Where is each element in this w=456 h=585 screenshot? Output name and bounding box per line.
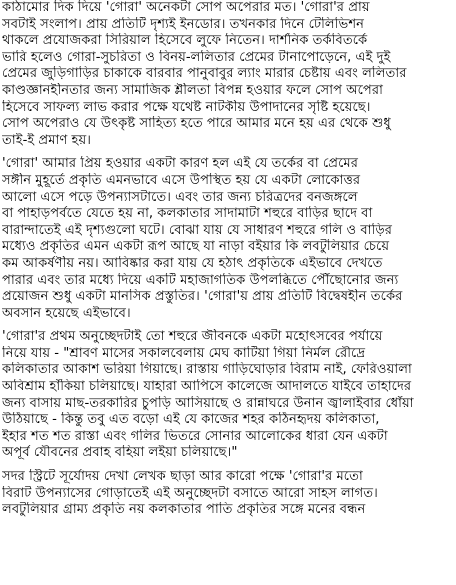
document-body <box>2 0 454 526</box>
text-line: প্রেমের জুড়িগাড়ির চাকাকে বারবার পানুবাবুর ল্যাং মারার চেষ্টায় এবং ললিতার <box>2 66 407 82</box>
text-line: সঙ্গীন মুহূর্তে প্রকৃতি এমনভাবে এসে উপস্থিত হয় যে একটা লোকোত্তর <box>2 172 361 188</box>
text-line: পারার এবং তার মধ্যে দিয়ে একটি মহাজাগতিক উপলব্ধিতে পৌঁছোনোর জন্য <box>2 272 399 288</box>
text-line: আলো এসে পড়ে উপন্যাসটাতে। এবং তার জন্য চরিত্রদের বনজঙ্গলে <box>2 189 358 205</box>
text-line: বা পাহাড়পর্বতে যেতে হয় না, কলকাতার সাদামাটা শহুরে বাড়ির ছাদে বা <box>2 206 373 222</box>
text-line: বিরাট উপন্যাসের গোড়াতেই এই অনুচ্ছেদটা বসাতে আরো সাহস লাগত। <box>2 485 378 501</box>
text-line: ইহার শত শত রাস্তা এবং গলির ভিতরে সোনার আলোকের ধারা যেন একটা <box>2 428 388 444</box>
text-line: কম আকর্ষণীয় নয়। আবিষ্কার করা যায় যে হঠাৎ প্রকৃতিকে এইভাবে দেখতে <box>2 255 383 271</box>
text-line: প্রয়োজন শুধু একটা মানসিক প্রস্তুতির। 'গোরা'য় প্রায় প্রতিটি বিদ্বেষহীন তর্কের <box>2 289 403 305</box>
text-line: সোপ অপেরাও যে উৎকৃষ্ট সাহিত্য হতে পারে আমার মনে হয় এর থেকে শুধু <box>2 116 391 132</box>
text-line: উঠিয়াছে - কিন্তু তবু এত বড়ো এই যে কাজের শহর কঠিনহৃদয় কলিকাতা, <box>2 412 380 428</box>
text-line: জন্য বাসায় মাছ-তরকারির চুপড়ি আসিয়াছে ও রান্নাঘরে উনান জ্বালাইবার ধোঁয়া <box>2 395 414 411</box>
text-line: নিয়ে যায় - "শ্রাবণ মাসের সকালবেলায় মেঘ কাটিয়া গিয়া নির্মল রৌদ্রে <box>2 345 366 361</box>
text-line: বারান্দাতেই এই দৃশ্যগুলো ঘটে। বোঝা যায় যে সাধারণ শহুরে গলি ও বাড়ির <box>2 222 393 238</box>
paragraph-first-passage <box>2 329 454 462</box>
text-line: কাণ্ডজ্ঞানহীনতার জন্য সামাজিক শ্লীলতা বিপন্ন হওয়ার ফলে সোপ অপেরা <box>2 82 383 98</box>
paragraph-soap-opera <box>2 0 454 149</box>
paragraph-sudder-street <box>2 469 454 519</box>
text-line: সবটাই সংলাপ। প্রায় প্রতিটি দৃশ্যই ইনডোর। তখনকার দিনে টেলিভিশন <box>2 16 365 32</box>
text-line: থাকলে প্রযোজকরা সিরিয়াল হিসেবে লুফে নিতেন। দার্শনিক তর্কবিতর্কে <box>2 33 368 49</box>
text-line: তাই-ই প্রমাণ হয়। <box>2 132 91 148</box>
text-line: কলিকাতার আকাশ ভরিয়া গিয়াছে। রাস্তায় গাড়িঘোড়ার বিরাম নাই, ফেরিওয়ালা <box>2 362 412 378</box>
text-line: মধ্যেও প্রকৃতির এমন একটা রূপ আছে যা নাড়া বইয়ার কি লবটুলিয়ার চেয়ে <box>2 239 390 255</box>
text-line: ভারি হলেও গোরা-সুচরিতা ও বিনয়-ললিতার প্রেমের টানাপোড়েনে, এই দুই <box>2 49 391 65</box>
text-line: 'গোরা' আমার প্রিয় হওয়ার একটা কারণ হল এই যে তর্কের বা প্রেমের <box>2 156 358 172</box>
text-line: অপূর্ব যৌবনের প্রবাহ বহিয়া লইয়া চলিয়াছে।" <box>2 445 238 461</box>
text-line: 'গোরা'র প্রথম অনুচ্ছেদটাই তো শহুরে জীবনকে একটা মহোৎসবের পর্যায়ে <box>2 329 383 345</box>
text-line: অবসান হয়েছে এইভাবে। <box>2 305 131 321</box>
text-line: অবিশ্রাম হাঁকিয়া চলিয়াছে। যাহারা আপিসে কালেজে আদালতে যাইবে তাহাদের <box>2 379 412 395</box>
text-line: লবটুলিয়ার গ্রাম্য প্রকৃতি নয় কলকাতার পাতি প্রকৃতির সঙ্গে মনের বন্ধন <box>2 502 366 518</box>
text-line: সদর স্ট্রিটে সূর্যোদয় দেখা লেখক ছাড়া আর কারো পক্ষে 'গোরা'র মতো <box>2 469 363 485</box>
text-line: হিসেবে সাফল্য লাভ করার পক্ষে যথেষ্ট নাটকীয় উপাদানের সৃষ্টি হয়েছে। <box>2 99 371 115</box>
text-line: কাঠামোর দিক দিয়ে 'গোরা' অনেকটা সোপ অপেরার মত। 'গোরা'র প্রায় <box>2 0 370 15</box>
paragraph-nature <box>2 156 454 322</box>
